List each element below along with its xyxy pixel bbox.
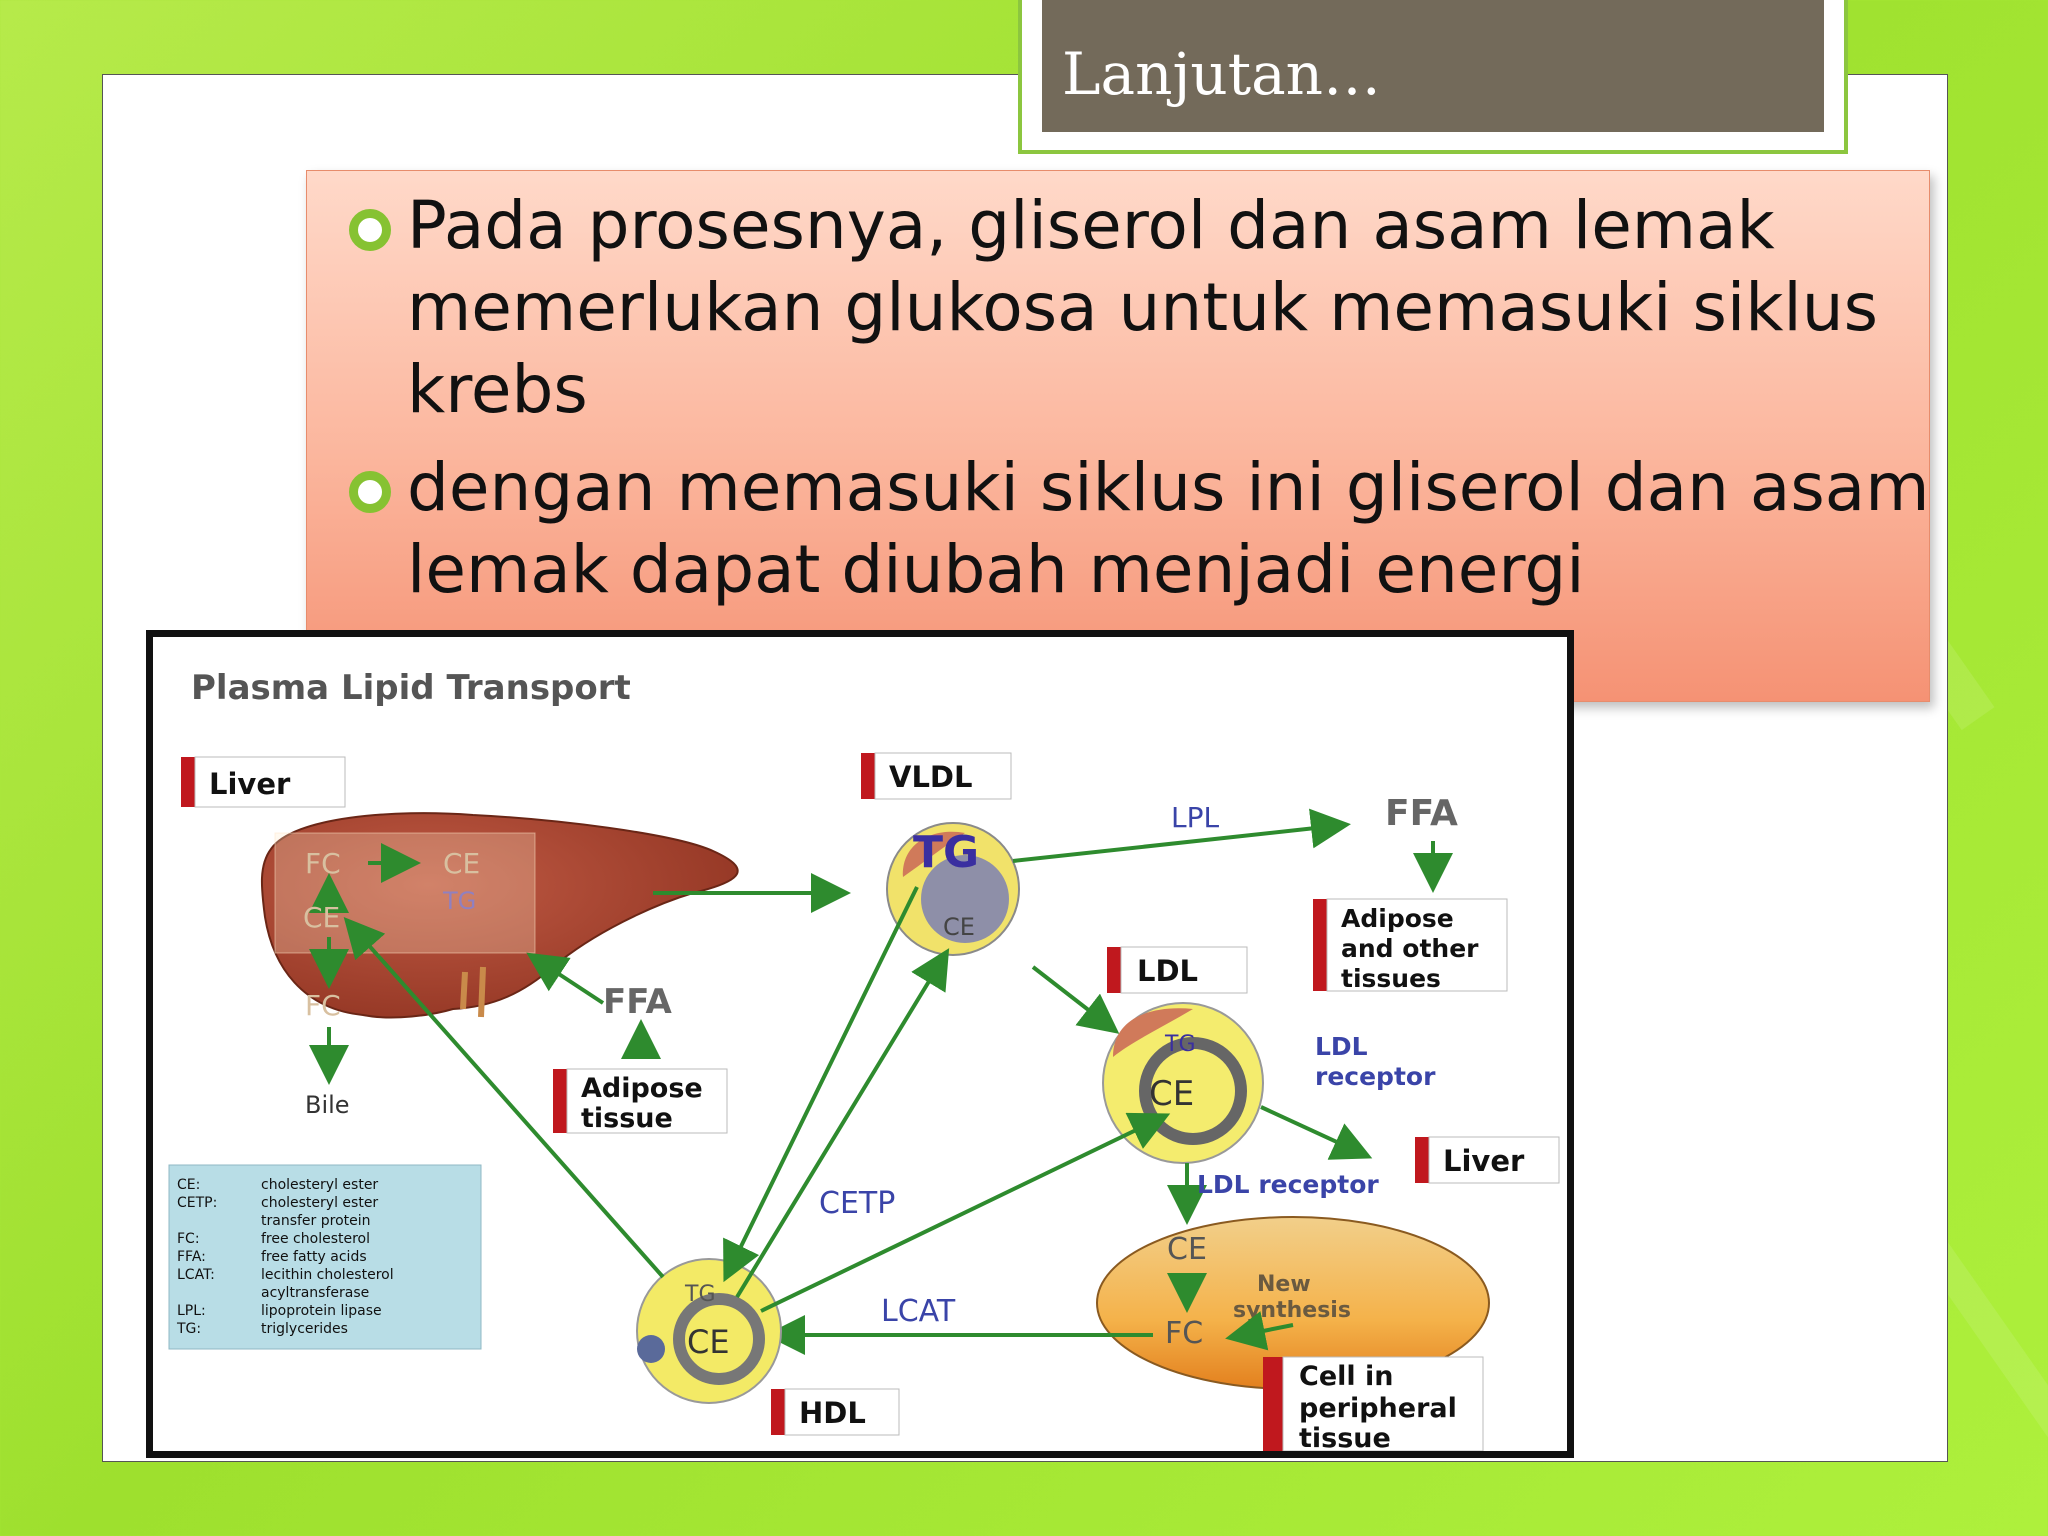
ldl-tg-label: TG [1165,1032,1196,1057]
lcat-label: LCAT [881,1294,956,1329]
hdl-to-vldl-arrow [737,955,945,1297]
adipose-box-marker [553,1069,567,1133]
bullet-item: Pada prosesnya, gliserol dan asam lemak memerlukan glukosa untuk memasuki siklus krebs [407,185,1878,431]
hdl-label: HDL [799,1396,866,1430]
hdl-tg-label: TG [685,1282,716,1307]
adipose-other-line2: and other [1341,934,1479,963]
bullet-item: dengan memasuki siklus ini gliserol dan asam lemak dapat diubah menjadi energi [407,447,1929,611]
legend-abbr: FFA: [177,1249,206,1265]
new-synthesis-line1: New [1257,1272,1311,1297]
ldl-receptor-a-line2: receptor [1315,1062,1436,1091]
adipose-other-line1: Adipose [1341,904,1454,933]
bile-label: Bile [305,1091,350,1119]
legend-def: free fatty acids [261,1249,367,1265]
liver-label: Liver [209,767,291,801]
liver-right-label: Liver [1443,1144,1525,1178]
legend-abbr: FC: [177,1231,200,1247]
legend-def: triglycerides [261,1321,348,1337]
adipose-tissue-label-line2: tissue [581,1103,673,1134]
legend-abbr: CE: [177,1177,201,1193]
diagram-title: Plasma Lipid Transport [191,668,631,708]
bullet-text-box [306,170,1930,702]
hdl-box-marker [771,1389,785,1435]
cell-ce-label: CE [1167,1232,1207,1267]
legend-def: transfer protein [261,1213,371,1229]
bullet-circle-icon [349,471,391,513]
adipose-other-box-marker [1313,899,1327,991]
plasma-lipid-transport-diagram [146,630,1574,1458]
ldl-receptor-b-label: LDL receptor [1197,1170,1379,1199]
bullet-circle-icon [349,209,391,251]
ffa-left-label: FFA [603,982,672,1022]
liver-fc-label: FC [305,847,341,880]
cell-fc-label: FC [1165,1316,1204,1351]
legend-def: lecithin cholesterol [261,1267,394,1283]
ldl-receptor-a-line1: LDL [1315,1032,1368,1061]
slide-title: Lanjutan… [1062,40,1382,108]
ldl-box-marker [1107,947,1121,993]
adipose-other-line3: tissues [1341,964,1441,993]
ldl-label: LDL [1137,954,1199,988]
vldl-box-marker [861,753,875,799]
legend-abbr: LPL: [177,1303,206,1319]
ldl-to-liver-arrow [1261,1107,1365,1155]
hdl-apoprotein [637,1335,665,1363]
vldl-label: VLDL [889,760,973,794]
vldl-ce-label: CE [943,913,975,941]
cell-box-marker [1263,1357,1283,1451]
legend-abbr: LCAT: [177,1267,215,1283]
legend-def: free cholesterol [261,1231,370,1247]
cetp-label: CETP [819,1186,896,1221]
liver-box-marker [181,757,195,807]
cell-peripheral-line2: peripheral [1299,1393,1457,1424]
liver-ce2-label: CE [303,901,341,934]
new-synthesis-line2: synthesis [1233,1298,1351,1323]
ffa-to-liver-arrow [533,957,603,1003]
hdl-ce-label: CE [687,1323,730,1361]
cell-peripheral-line3: tissue [1299,1423,1391,1451]
legend-abbr: TG: [177,1321,202,1337]
diagram-svg [153,637,1567,1451]
ldl-ce-label: CE [1149,1074,1195,1114]
adipose-tissue-label-line1: Adipose [581,1073,703,1104]
legend-def: lipoprotein lipase [261,1303,382,1319]
cell-peripheral-line1: Cell in [1299,1361,1394,1392]
ffa-right-label: FFA [1385,793,1458,834]
legend-def: cholesteryl ester [261,1177,379,1193]
liver-tg-label: TG [443,887,477,915]
liver-right-box-marker [1415,1137,1429,1183]
legend-def: acyltransferase [261,1285,370,1301]
liver-fc2-label: FC [305,989,341,1022]
legend-abbr: CETP: [177,1195,218,1211]
liver-ce-label: CE [443,847,481,880]
vldl-tg-label: TG [913,827,980,878]
vldl-to-ldl-arrow [1033,967,1113,1029]
lpl-label: LPL [1171,801,1220,834]
legend-def: cholesteryl ester [261,1195,379,1211]
